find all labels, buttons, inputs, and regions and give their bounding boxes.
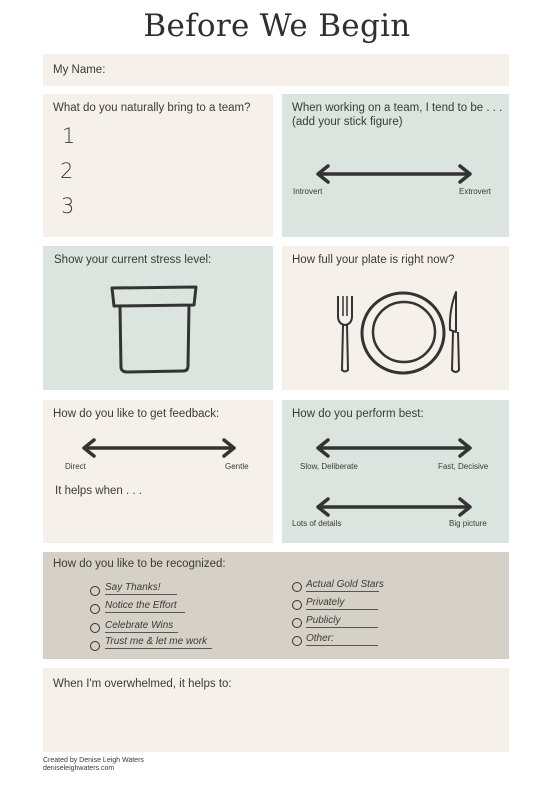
big-picture-label: Big picture — [449, 519, 487, 528]
direct-label: Direct — [65, 462, 86, 471]
number-2: 2 — [60, 159, 74, 183]
radio-celebrate-wins[interactable] — [90, 623, 100, 633]
my-name-label: My Name: — [53, 64, 106, 76]
option-celebrate-wins[interactable]: Celebrate Wins — [105, 620, 178, 633]
feedback-helps-label: It helps when . . . — [55, 485, 142, 497]
overwhelmed-box[interactable] — [43, 668, 509, 752]
perform-question: How do you perform best: — [292, 408, 424, 420]
plate-question: How full your plate is right now? — [292, 254, 455, 266]
option-other[interactable]: Other: — [306, 633, 378, 646]
footer-website: deniseleighwaters.com — [43, 765, 115, 772]
option-notice-effort[interactable]: Notice the Effort — [105, 600, 185, 613]
slow-deliberate-label: Slow, Deliberate — [300, 462, 358, 471]
bucket-icon — [107, 284, 202, 376]
number-3: 3 — [61, 194, 75, 218]
stick-figure-question-line2: (add your stick figure) — [292, 116, 403, 128]
radio-gold-stars[interactable] — [292, 582, 302, 592]
knife-icon — [447, 290, 463, 376]
introvert-label: Introvert — [293, 187, 323, 196]
extrovert-label: Extrovert — [459, 187, 492, 196]
option-say-thanks[interactable]: Say Thanks! — [105, 582, 177, 595]
team-strengths-box[interactable] — [43, 94, 273, 237]
stick-figure-box[interactable] — [282, 94, 509, 237]
radio-say-thanks[interactable] — [90, 586, 100, 596]
fork-icon — [335, 294, 355, 374]
option-gold-stars[interactable]: Actual Gold Stars — [306, 579, 384, 590]
radio-trust-me[interactable] — [90, 641, 100, 651]
stress-question: Show your current stress level: — [54, 254, 212, 266]
stick-figure-question-line1: When working on a team, I tend to be . . . — [292, 102, 503, 114]
lots-of-details-label: Lots of details — [292, 519, 342, 528]
direct-gentle-arrow-icon — [80, 438, 238, 458]
plate-icon — [359, 290, 447, 376]
stress-level-box[interactable] — [43, 246, 273, 390]
feedback-box[interactable] — [43, 400, 273, 543]
footer-created-by: Created by Denise Leigh Waters — [43, 757, 144, 764]
plate-box[interactable] — [282, 246, 509, 390]
speed-arrow-icon — [314, 438, 474, 458]
option-publicly[interactable]: Publicly — [306, 615, 378, 628]
fast-decisive-label: Fast, Decisive — [438, 462, 489, 471]
radio-publicly[interactable] — [292, 618, 302, 628]
feedback-question: How do you like to get feedback: — [53, 408, 220, 420]
perform-best-box[interactable] — [282, 400, 509, 543]
number-1: 1 — [62, 124, 76, 148]
introvert-extrovert-arrow-icon — [314, 164, 474, 184]
option-trust-me[interactable]: Trust me & let me work — [105, 636, 212, 649]
my-name-box[interactable] — [43, 54, 509, 86]
overwhelmed-question: When I'm overwhelmed, it helps to: — [53, 678, 232, 690]
gentle-label: Gentle — [225, 462, 249, 471]
recognized-box — [43, 552, 509, 659]
page-title: Before We Begin — [143, 8, 411, 44]
option-privately[interactable]: Privately — [306, 597, 378, 610]
radio-notice-effort[interactable] — [90, 604, 100, 614]
recognized-question: How do you like to be recognized: — [53, 558, 226, 570]
radio-other[interactable] — [292, 636, 302, 646]
radio-privately[interactable] — [292, 600, 302, 610]
footer-credit — [43, 757, 144, 773]
detail-arrow-icon — [314, 497, 474, 517]
team-strengths-question: What do you naturally bring to a team? — [53, 102, 251, 114]
